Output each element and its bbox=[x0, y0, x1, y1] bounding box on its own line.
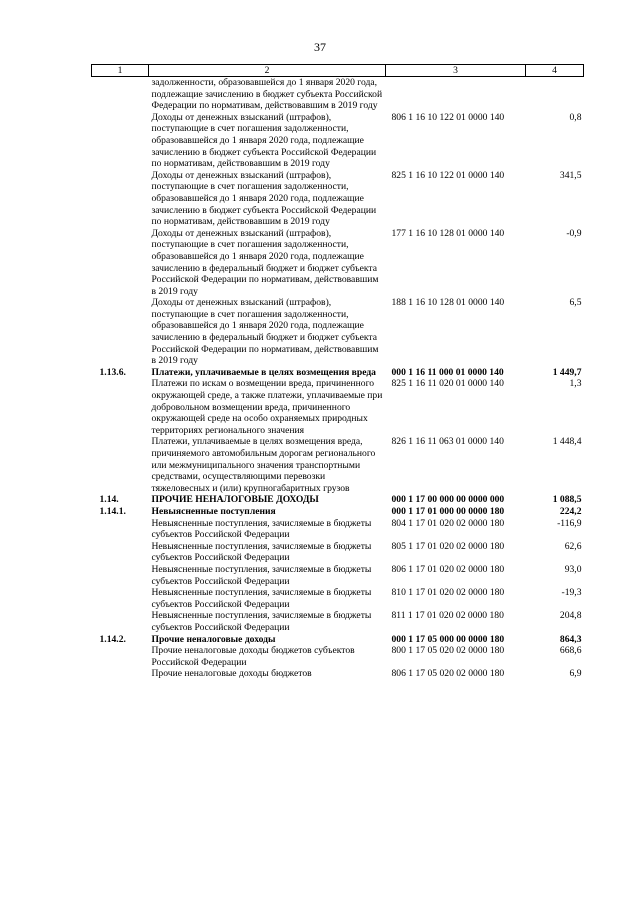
table-row bbox=[92, 297, 584, 367]
header-col-3: 3 bbox=[386, 65, 526, 77]
row-number bbox=[92, 541, 149, 564]
table-row bbox=[92, 77, 584, 112]
row-value: 1 448,4 bbox=[552, 436, 582, 448]
row-value: 204,8 bbox=[559, 610, 582, 622]
row-number bbox=[92, 228, 149, 298]
table-row bbox=[92, 112, 584, 170]
row-name: ПРОЧИЕ НЕНАЛОГОВЫЕ ДОХОДЫ bbox=[151, 494, 319, 506]
row-number bbox=[92, 436, 149, 494]
row-number bbox=[92, 112, 149, 170]
row-number bbox=[92, 587, 149, 610]
table-row bbox=[92, 541, 584, 564]
table-row bbox=[92, 587, 584, 610]
row-code: 188 1 16 10 128 01 0000 140 bbox=[391, 297, 505, 309]
table-row bbox=[92, 645, 584, 668]
row-code: 825 1 16 10 122 01 0000 140 bbox=[391, 169, 505, 181]
row-code: 805 1 17 01 020 02 0000 180 bbox=[391, 540, 505, 552]
table-row bbox=[92, 518, 584, 541]
row-code: 806 1 17 05 020 02 0000 180 bbox=[391, 668, 505, 680]
table-header-row bbox=[92, 65, 584, 77]
row-value: 1 449,7 bbox=[552, 366, 582, 378]
row-name: Невыясненные поступления, зачисляемые в бюджеты субъектов Российской Федерации bbox=[151, 517, 372, 541]
row-value: 62,6 bbox=[564, 540, 582, 552]
row-value: 1,3 bbox=[569, 378, 582, 390]
row-name: Платежи по искам о возмещении вреда, причиненного окружающей среде, а также платежи, уплачиваемые при добровольном возмещении вреда, причиненного окружающей среде на особо охраняемых природных территориях регионального значения bbox=[151, 378, 383, 436]
row-number bbox=[92, 378, 149, 436]
row-value: 93,0 bbox=[564, 563, 582, 575]
row-number bbox=[92, 297, 149, 367]
row-code: 825 1 16 11 020 01 0000 140 bbox=[391, 378, 504, 390]
row-name: Невыясненные поступления, зачисляемые в бюджеты субъектов Российской Федерации bbox=[151, 587, 372, 610]
row-number bbox=[92, 610, 149, 633]
row-value: -116,9 bbox=[557, 517, 582, 529]
row-value: 341,5 bbox=[559, 169, 582, 181]
row-value: 6,9 bbox=[569, 668, 582, 680]
row-value: -19,3 bbox=[561, 587, 582, 599]
row-value: -0,9 bbox=[566, 227, 582, 239]
table-row bbox=[92, 367, 584, 379]
row-name: Доходы от денежных взысканий (штрафов), поступающие в счет погашения задолженности, образовавшейся до 1 января 2020 года, подлежащие зачислению в бюджет субъекта Российской Федерации по нормативам, действовавшим в 2019 году bbox=[151, 169, 377, 228]
row-name: Платежи, уплачиваемые в целях возмещения вреда bbox=[151, 366, 376, 378]
row-code: 811 1 17 01 020 02 0000 180 bbox=[391, 610, 504, 622]
row-value bbox=[526, 77, 584, 112]
row-name: Прочие неналоговые доходы бюджетов субъектов Российской Федерации bbox=[151, 645, 355, 668]
row-code: 806 1 16 10 122 01 0000 140 bbox=[391, 111, 505, 123]
table-row bbox=[92, 634, 584, 646]
row-number bbox=[92, 518, 149, 541]
header-col-1: 1 bbox=[92, 65, 149, 77]
row-name: Невыясненные поступления bbox=[151, 505, 276, 517]
row-code bbox=[386, 77, 526, 112]
row-value: 224,2 bbox=[559, 505, 582, 517]
row-name: Доходы от денежных взысканий (штрафов), поступающие в счет погашения задолженности, образовавшейся до 1 января 2020 года, подлежащие зачислению в федеральный бюджет и бюджет субъекта Российской Федерации по нормативам, действовавшим в 2019 году bbox=[151, 297, 379, 367]
row-number: 1.14.2. bbox=[99, 633, 126, 645]
table-row bbox=[92, 378, 584, 436]
revenue-table bbox=[91, 64, 584, 680]
table-row bbox=[92, 610, 584, 633]
row-code: 000 1 17 01 000 00 0000 180 bbox=[391, 505, 505, 517]
table-row bbox=[92, 228, 584, 298]
row-name: Доходы от денежных взысканий (штрафов), поступающие в счет погашения задолженности, образовавшейся до 1 января 2020 года, подлежащие зачислению в бюджет субъекта Российской Федерации по нормативам, действовавшим в 2019 году bbox=[151, 111, 377, 170]
row-code: 000 1 16 11 000 01 0000 140 bbox=[391, 366, 504, 378]
row-code: 804 1 17 01 020 02 0000 180 bbox=[391, 517, 505, 529]
row-number bbox=[92, 77, 149, 112]
row-name: Доходы от денежных взысканий (штрафов), поступающие в счет погашения задолженности, образовавшейся до 1 января 2020 года, подлежащие зачислению в федеральный бюджет и бюджет субъекта Российской Федерации по нормативам, действовавшим в 2019 году bbox=[151, 227, 379, 297]
row-name: Прочие неналоговые доходы bbox=[151, 633, 276, 645]
row-name: Прочие неналоговые доходы бюджетов bbox=[151, 668, 312, 680]
header-col-4: 4 bbox=[526, 65, 584, 77]
table-row bbox=[92, 668, 584, 680]
row-value: 864,3 bbox=[559, 633, 582, 645]
row-value: 1 088,5 bbox=[552, 494, 582, 506]
header-col-2: 2 bbox=[149, 65, 386, 77]
row-number bbox=[92, 170, 149, 228]
row-number bbox=[92, 564, 149, 587]
row-code: 810 1 17 01 020 02 0000 180 bbox=[391, 587, 505, 599]
table-row bbox=[92, 506, 584, 518]
row-code: 826 1 16 11 063 01 0000 140 bbox=[391, 436, 504, 448]
row-code: 000 1 17 00 000 00 0000 000 bbox=[391, 494, 505, 506]
row-number: 1.14. bbox=[99, 494, 119, 506]
row-number: 1.13.6. bbox=[99, 366, 126, 378]
row-number bbox=[92, 668, 149, 680]
table-row bbox=[92, 494, 584, 506]
table-row bbox=[92, 170, 584, 228]
row-name: Невыясненные поступления, зачисляемые в бюджеты субъектов Российской Федерации bbox=[151, 563, 372, 587]
table-row bbox=[92, 436, 584, 494]
row-number: 1.14.1. bbox=[99, 505, 126, 517]
row-value: 6,5 bbox=[569, 297, 582, 309]
row-name: Невыясненные поступления, зачисляемые в бюджеты субъектов Российской Федерации bbox=[151, 540, 372, 564]
row-name: задолженности, образовавшейся до 1 января 2020 года, подлежащие зачислению в бюджет субъекта Российской Федерации по нормативам, действовавшим в 2019 году bbox=[151, 77, 383, 112]
row-number bbox=[92, 645, 149, 668]
row-name: Платежи, уплачиваемые в целях возмещения вреда, причиняемого автомобильным дорогам регионального или межмуниципального значения транспортными средствами, осуществляющими перевозки тяжеловесных и (или) крупногабаритных грузов bbox=[151, 436, 376, 494]
row-value: 668,6 bbox=[559, 645, 582, 657]
page-number: 37 bbox=[314, 40, 326, 54]
row-code: 800 1 17 05 020 02 0000 180 bbox=[391, 645, 505, 657]
row-code: 000 1 17 05 000 00 0000 180 bbox=[391, 633, 505, 645]
row-code: 806 1 17 01 020 02 0000 180 bbox=[391, 563, 505, 575]
table-row bbox=[92, 564, 584, 587]
row-value: 0,8 bbox=[569, 111, 582, 123]
row-name: Невыясненные поступления, зачисляемые в бюджеты субъектов Российской Федерации bbox=[151, 610, 372, 633]
row-code: 177 1 16 10 128 01 0000 140 bbox=[391, 227, 505, 239]
